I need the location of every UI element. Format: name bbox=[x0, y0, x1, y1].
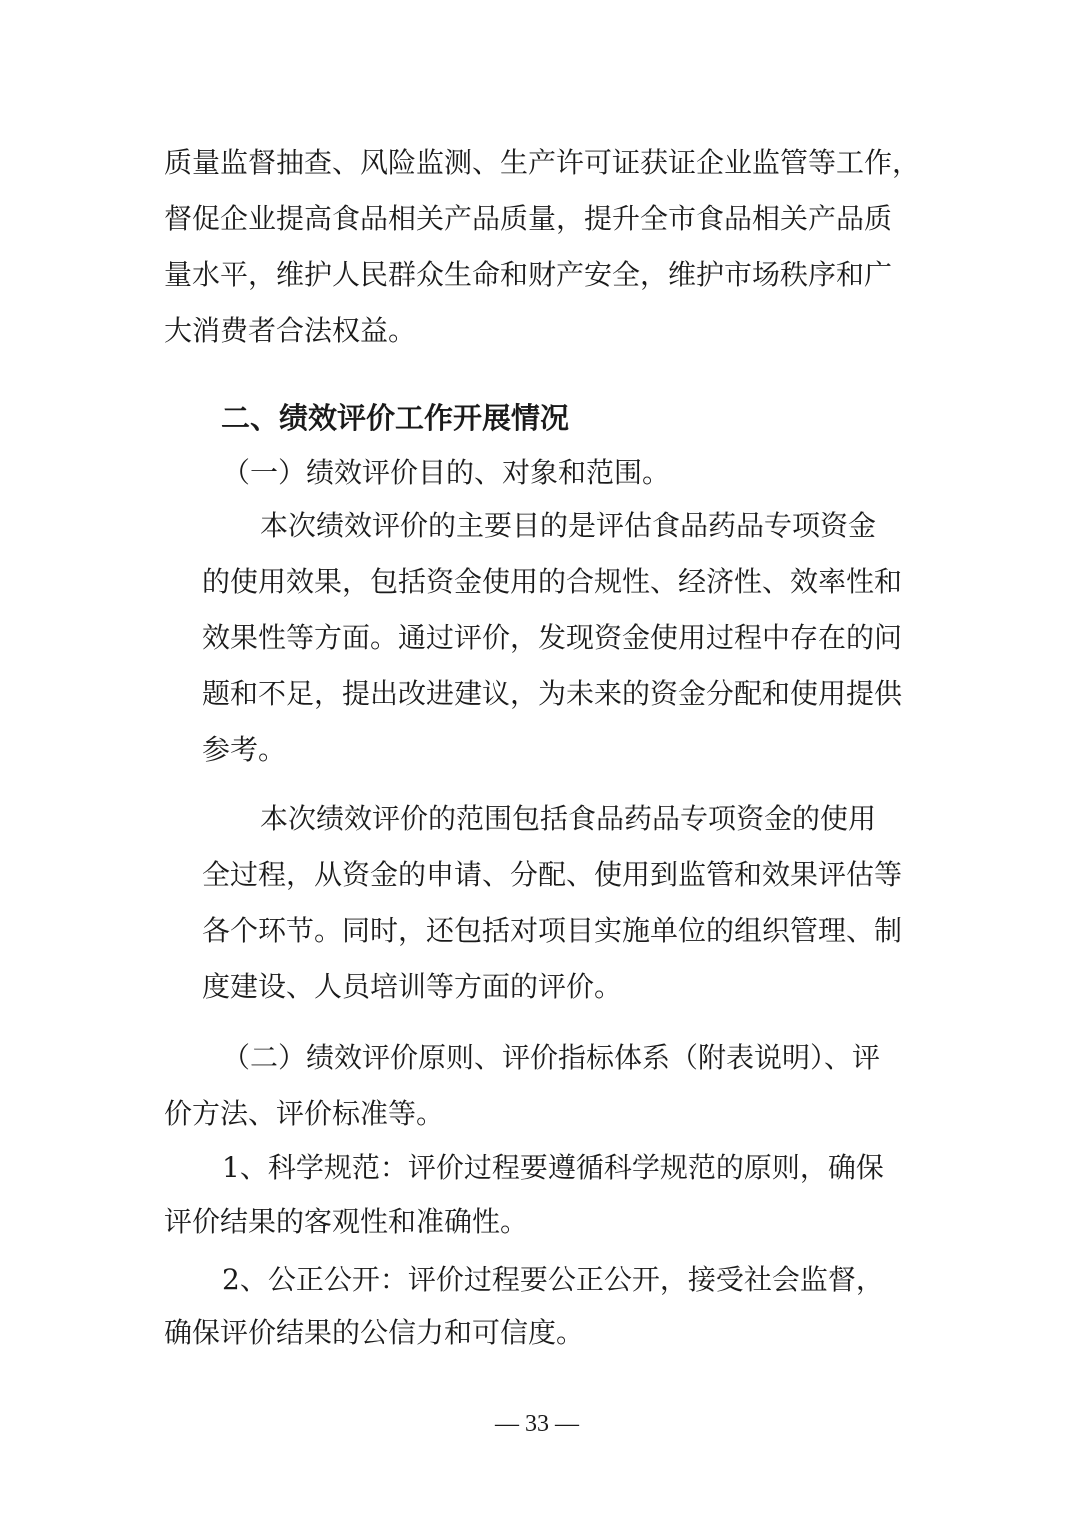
scope-line-2: 全过程，从资金的申请、分配、使用到监管和效果评估等 bbox=[202, 858, 903, 891]
principle-2-line-2: 确保评价结果的公信力和可信度。 bbox=[164, 1316, 585, 1349]
page-number: — 33 — bbox=[495, 1411, 579, 1437]
principle-1-line-2: 评价结果的客观性和准确性。 bbox=[164, 1205, 529, 1238]
principle-2-line-1: 2、公正公开：评价过程要公正公开，接受社会监督， bbox=[222, 1263, 884, 1296]
intro-line-1: 质量监督抽查、风险监测、生产许可证获证企业监管等工作， bbox=[164, 146, 921, 179]
subsection-1-title: （一）绩效评价目的、对象和范围。 bbox=[222, 456, 671, 489]
intro-line-4: 大消费者合法权益。 bbox=[164, 314, 417, 347]
purpose-line-3: 效果性等方面。通过评价，发现资金使用过程中存在的问 bbox=[202, 621, 903, 654]
purpose-line-4: 题和不足，提出改进建议，为未来的资金分配和使用提供 bbox=[202, 677, 903, 710]
intro-line-2: 督促企业提高食品相关产品质量，提升全市食品相关产品质 bbox=[164, 202, 893, 235]
scope-line-3: 各个环节。同时，还包括对项目实施单位的组织管理、制 bbox=[202, 914, 903, 947]
scope-line-1: 本次绩效评价的范围包括食品药品专项资金的使用 bbox=[260, 802, 877, 835]
section-heading: 二、绩效评价工作开展情况 bbox=[221, 401, 570, 435]
purpose-line-1: 本次绩效评价的主要目的是评估食品药品专项资金 bbox=[260, 509, 877, 542]
subsection-2-title-line-2: 价方法、评价标准等。 bbox=[164, 1097, 445, 1130]
purpose-line-5: 参考。 bbox=[202, 733, 287, 766]
scope-line-4: 度建设、人员培训等方面的评价。 bbox=[202, 970, 623, 1003]
subsection-2-title-line-1: （二）绩效评价原则、评价指标体系（附表说明）、评 bbox=[222, 1041, 881, 1074]
purpose-line-2: 的使用效果，包括资金使用的合规性、经济性、效率性和 bbox=[202, 565, 903, 598]
intro-line-3: 量水平，维护人民群众生命和财产安全，维护市场秩序和广 bbox=[164, 258, 893, 291]
principle-1-line-1: 1、科学规范：评价过程要遵循科学规范的原则，确保 bbox=[222, 1151, 884, 1184]
